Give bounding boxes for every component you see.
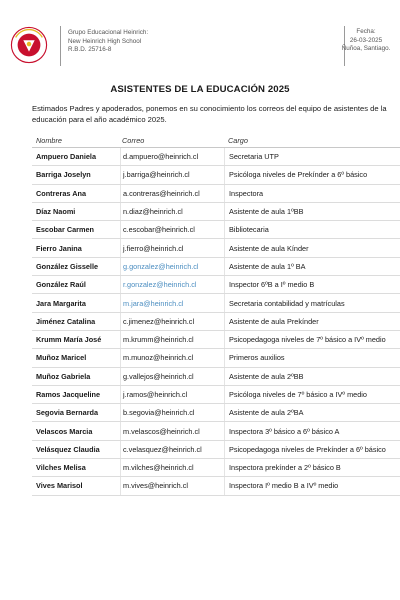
- staff-name: Velascos Marcia: [36, 426, 93, 436]
- staff-email: m.vilches@heinrich.cl: [120, 459, 224, 476]
- table-row: [32, 459, 400, 477]
- table-row: [32, 441, 400, 459]
- staff-name: Barriga Joselyn: [36, 170, 91, 180]
- staff-name: Velásquez Claudia: [36, 444, 100, 454]
- staff-role: Psicopedagoga niveles de Prekínder a 6º básico: [224, 441, 400, 458]
- table-row: [32, 276, 400, 294]
- staff-email: b.segovia@heinrich.cl: [120, 404, 224, 421]
- staff-name: Jiménez Catalina: [36, 316, 96, 326]
- staff-email: j.fierro@heinrich.cl: [120, 239, 224, 256]
- staff-email: m.vives@heinrich.cl: [120, 477, 224, 494]
- table-row: [32, 368, 400, 386]
- staff-name: Díaz Naomi: [36, 207, 76, 217]
- table-row: [32, 203, 400, 221]
- staff-name: Jara Margarita: [36, 298, 86, 308]
- staff-role: Psicóloga niveles de 7º básico a IVº medio: [224, 386, 400, 403]
- staff-email: j.barriga@heinrich.cl: [120, 166, 224, 183]
- table-row: [32, 148, 400, 166]
- staff-email: m.velascos@heinrich.cl: [120, 422, 224, 439]
- date-block: [336, 28, 396, 54]
- table-row: [32, 349, 400, 367]
- staff-role: Psicóloga niveles de Prekínder a 6º básico: [224, 166, 400, 183]
- table-row: [32, 313, 400, 331]
- staff-role: Inspector 6ºB a Iº medio B: [224, 276, 400, 293]
- staff-name: González Gisselle: [36, 261, 99, 271]
- staff-name: Ramos Jacqueline: [36, 390, 101, 399]
- staff-name: Segovia Bernarda: [36, 408, 99, 418]
- date-location: Ñuñoa, Santiago.: [341, 45, 391, 53]
- staff-email: m.munoz@heinrich.cl: [120, 349, 224, 366]
- staff-role: Inspectora Iº medio B a IVº medio: [224, 477, 400, 494]
- staff-email: d.ampuero@heinrich.cl: [120, 148, 224, 165]
- staff-role: Secretaria UTP: [224, 148, 400, 165]
- school-logo-icon: [10, 26, 48, 64]
- staff-name: Escobar Carmen: [36, 225, 94, 235]
- school-name: New Heinrich High School: [68, 37, 142, 45]
- school-group-name: Grupo Educacional Heinrich:: [68, 29, 149, 36]
- school-rbd: R.B.D. 25716-8: [68, 46, 112, 54]
- staff-role: Inspectora prekínder a 2º básico B: [224, 459, 400, 476]
- table-row: [32, 386, 400, 404]
- table-row: [32, 185, 400, 203]
- table-row: [32, 422, 400, 440]
- staff-role: Asistente de aula Kínder: [224, 239, 400, 256]
- staff-name: Contreras Ana: [36, 188, 87, 198]
- staff-email[interactable]: m.jara@heinrich.cl: [120, 294, 224, 311]
- intro-paragraph: Estimados Padres y apoderados, ponemos en su conocimiento los correos del equipo de asistentes de la educación para el año académico 2025.: [32, 104, 387, 125]
- staff-email: c.jimenez@heinrich.cl: [120, 313, 224, 330]
- staff-role: Asistente de aula 1ºBB: [224, 203, 400, 220]
- staff-role: Asistente de aula 1º BA: [224, 258, 400, 275]
- staff-name: Fierro Janina: [36, 243, 82, 253]
- table-row: [32, 166, 400, 184]
- staff-email: m.krumm@heinrich.cl: [120, 331, 224, 348]
- staff-email: j.ramos@heinrich.cl: [120, 386, 224, 403]
- table-row: [32, 294, 400, 312]
- table-row: [32, 477, 400, 495]
- table-row: [32, 404, 400, 422]
- table-row: [32, 258, 400, 276]
- page-title: ASISTENTES DE LA EDUCACIÓN 2025: [110, 84, 290, 95]
- staff-role: Asistente de aula Prekínder: [224, 313, 400, 330]
- staff-name: Muñoz Gabriela: [36, 371, 91, 381]
- staff-email: c.escobar@heinrich.cl: [120, 221, 224, 238]
- staff-role: Primeros auxilios: [224, 349, 400, 366]
- staff-name: Ampuero Daniela: [36, 152, 97, 162]
- staff-name: Krumm María José: [36, 335, 102, 345]
- header-email: Correo: [122, 136, 145, 145]
- date-value: 26-03-2025: [349, 36, 383, 44]
- date-label: Fecha:: [356, 28, 376, 35]
- staff-role: Asistente de aula 2ºBB: [224, 368, 400, 385]
- table-row: [32, 239, 400, 257]
- header-name: Nombre: [36, 136, 62, 145]
- staff-name: Vilches Melisa: [36, 463, 86, 473]
- header-role: Cargo: [228, 136, 248, 145]
- staff-role: Bibliotecaria: [224, 221, 400, 238]
- page-header: [0, 0, 400, 72]
- table-header-row: [32, 134, 400, 148]
- staff-email[interactable]: g.gonzalez@heinrich.cl: [120, 258, 224, 275]
- staff-email: c.velasquez@heinrich.cl: [120, 441, 224, 458]
- staff-email: g.vallejos@heinrich.cl: [120, 368, 224, 385]
- staff-role: Secretaria contabilidad y matrículas: [224, 294, 400, 311]
- table-row: [32, 221, 400, 239]
- staff-role: Asistente de aula 2ºBA: [224, 404, 400, 421]
- staff-name: González Raúl: [36, 280, 86, 290]
- staff-name: Muñoz Maricel: [36, 353, 87, 363]
- staff-role: Inspectora 3º básico a 6º básico A: [224, 422, 400, 439]
- staff-table: [32, 134, 400, 496]
- staff-email[interactable]: r.gonzalez@heinrich.cl: [120, 276, 224, 293]
- table-row: [32, 331, 400, 349]
- staff-name: Vives Marisol: [36, 481, 83, 491]
- staff-email: a.contreras@heinrich.cl: [120, 185, 224, 202]
- header-divider-left: [60, 26, 61, 66]
- school-info: [68, 29, 148, 55]
- staff-role: Inspectora: [224, 185, 400, 202]
- staff-role: Psicopedagoga niveles de 7º básico a IVº medio: [224, 331, 400, 348]
- staff-email: n.diaz@heinrich.cl: [120, 203, 224, 220]
